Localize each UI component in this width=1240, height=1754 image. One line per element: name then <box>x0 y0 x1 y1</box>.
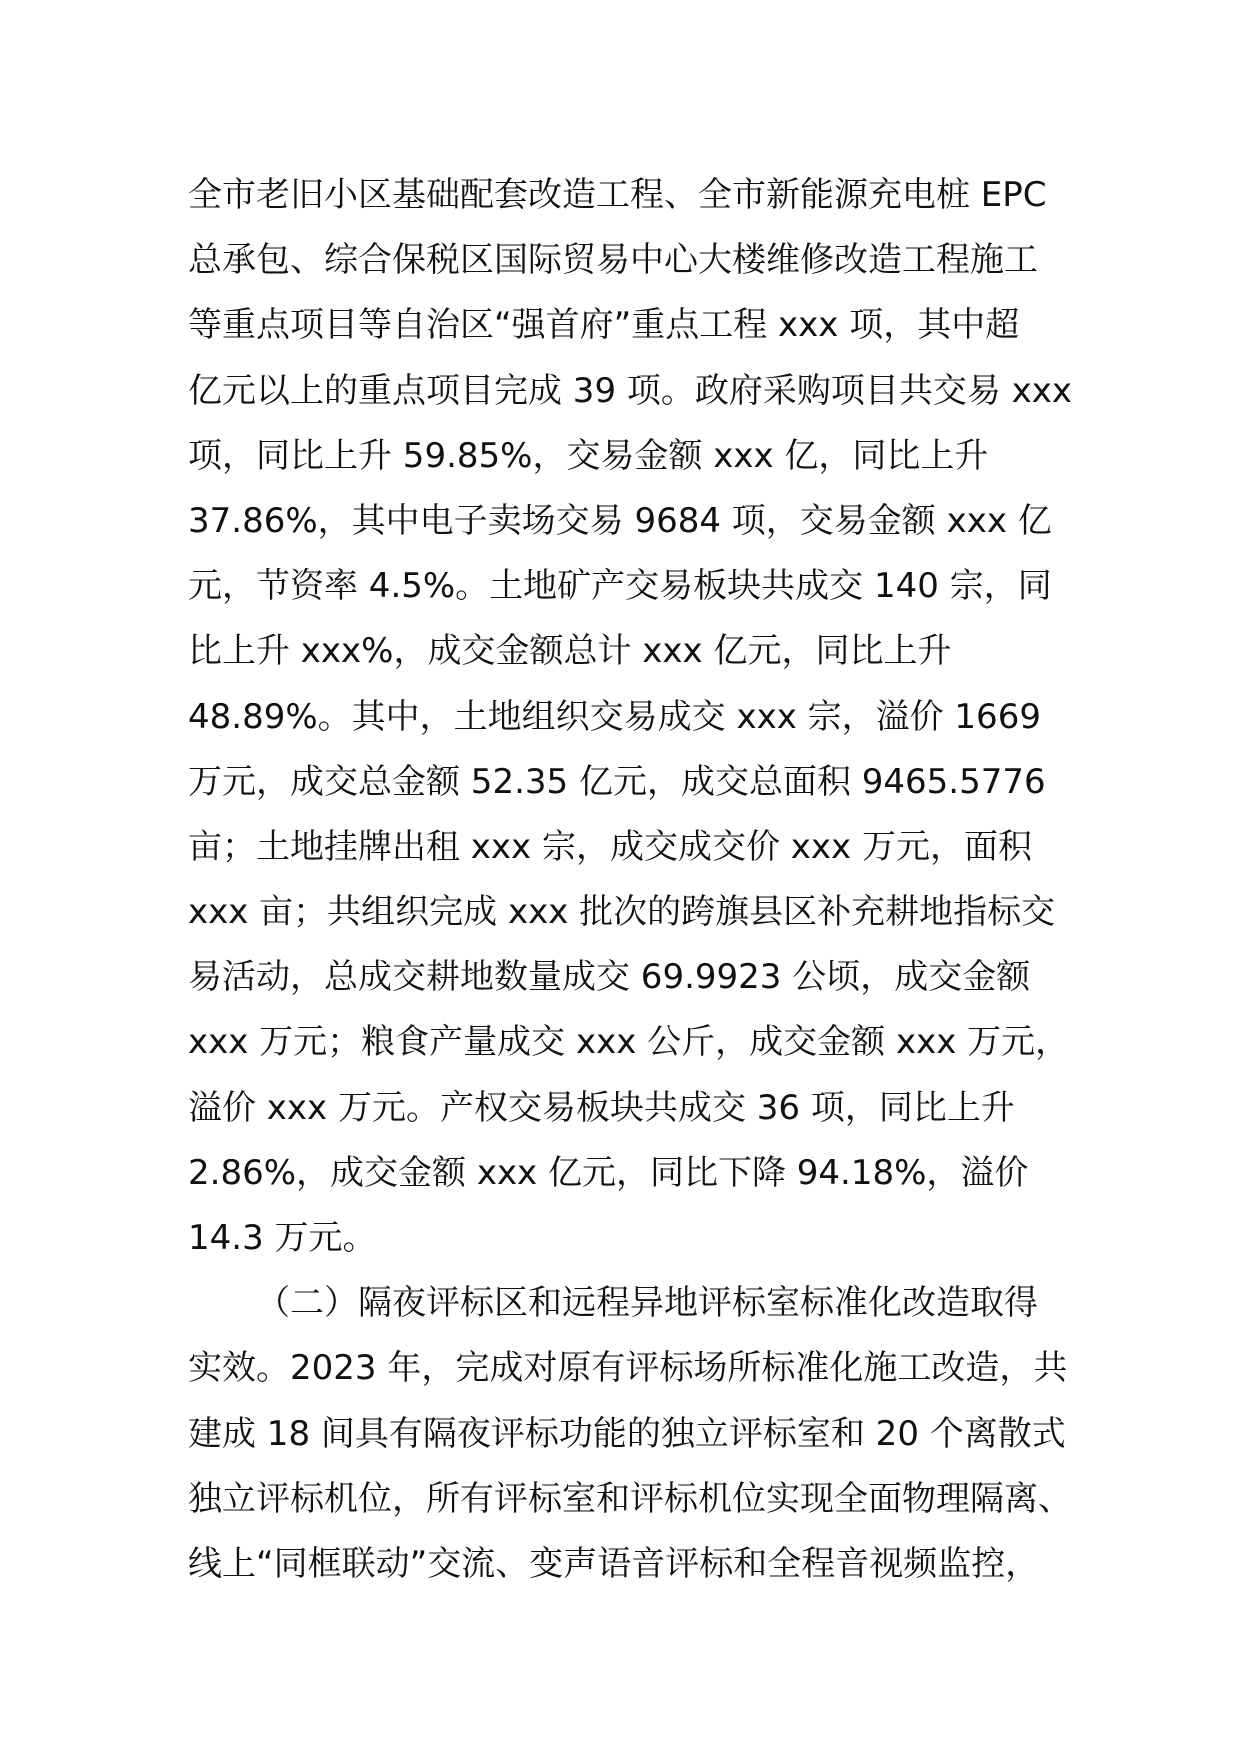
text-line: 易活动，总成交耕地数量成交 69.9923 公顷，成交金额 <box>188 957 1031 998</box>
text-line: 比上升 xxx%，成交金额总计 xxx 亿元，同比上升 <box>188 631 952 672</box>
text-line: 14.3 万元。 <box>188 1218 377 1258</box>
text-line: 亩；土地挂牌出租 xxx 宗，成交成交价 xxx 万元，面积 <box>188 826 1032 867</box>
text-line: xxx 亩；共组织完成 xxx 批次的跨旗县区补充耕地指标交 <box>188 892 1056 933</box>
text-line: 全市老旧小区基础配套改造工程、全市新能源充电桩 EPC <box>188 175 1047 215</box>
text-line: 项，同比上升 59.85%，交易金额 xxx 亿，同比上升 <box>188 435 989 476</box>
body-text <box>188 163 1073 1597</box>
text-line: 溢价 xxx 万元。产权交易板块共成交 36 项，同比上升 <box>188 1087 1015 1128</box>
text-line: 37.86%，其中电子卖场交易 9684 项，交易金额 xxx 亿 <box>188 500 1052 541</box>
text-line: 线上“同框联动”交流、变声语音评标和全程音视频监控， <box>188 1543 1040 1584</box>
text-line: 建成 18 间具有隔夜评标功能的独立评标室和 20 个离散式 <box>188 1413 1066 1454</box>
text-line: 总承包、综合保税区国际贸易中心大楼维修改造工程施工 <box>188 240 1038 281</box>
text-line: xxx 万元；粮食产量成交 xxx 公斤，成交金额 xxx 万元， <box>188 1022 1070 1063</box>
text-line: 亿元以上的重点项目完成 39 项。政府采购项目共交易 xxx <box>188 370 1073 411</box>
text-line: 独立评标机位，所有评标室和评标机位实现全面物理隔离、 <box>188 1478 1072 1519</box>
section-heading-line: （二）隔夜评标区和远程异地评标室标准化改造取得 <box>256 1283 1038 1324</box>
text-line: 2.86%，成交金额 xxx 亿元，同比下降 94.18%，溢价 <box>188 1152 1029 1193</box>
text-line: 实效。2023 年，完成对原有评标场所标准化施工改造，共 <box>188 1348 1068 1389</box>
text-line: 元，节资率 4.5%。土地矿产交易板块共成交 140 宗，同 <box>188 566 1052 607</box>
text-line: 等重点项目等自治区“强首府”重点工程 xxx 项，其中超 <box>188 305 1020 346</box>
text-line: 48.89%。其中，土地组织交易成交 xxx 宗，溢价 1669 <box>188 696 1041 737</box>
text-line: 万元，成交总金额 52.35 亿元，成交总面积 9465.5776 <box>188 761 1046 802</box>
